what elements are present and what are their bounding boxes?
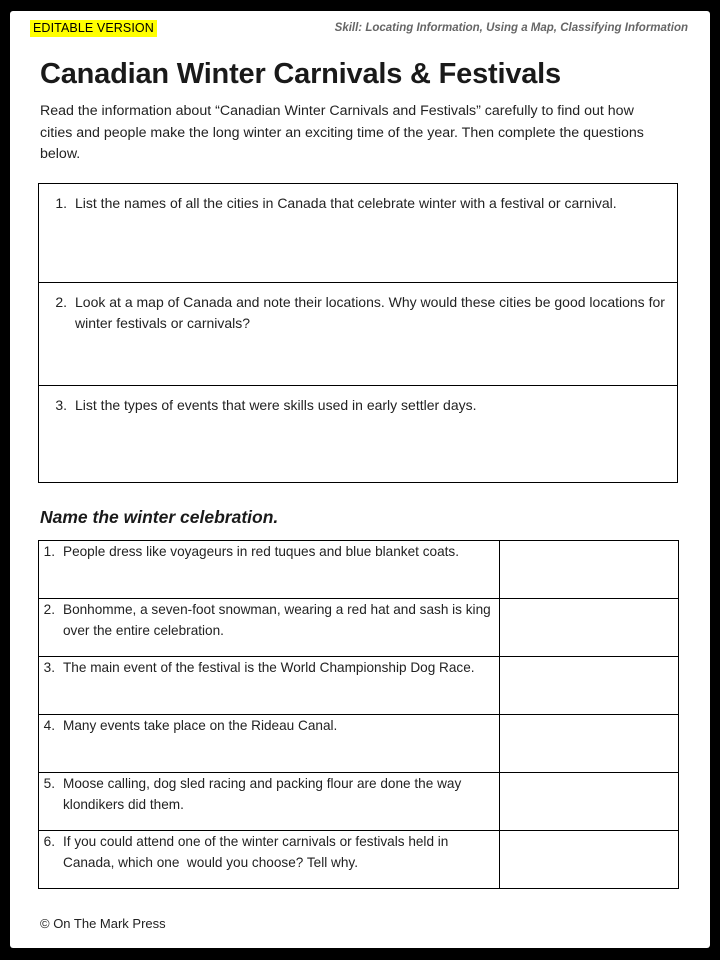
question-text: Look at a map of Canada and note their locations. Why would these cities be good locations for winter festivals or carnivals? bbox=[75, 293, 665, 331]
table-row bbox=[39, 830, 679, 888]
question-number: 1. bbox=[55, 194, 67, 211]
question-text: List the types of events that were skills used in early settler days. bbox=[75, 396, 477, 413]
row-prompt-text: Bonhomme, a seven-foot snowman, wearing a red hat and sash is king over the entire celebration. bbox=[63, 601, 495, 638]
row-number: 6. bbox=[43, 833, 55, 849]
prompt-cell bbox=[39, 714, 500, 772]
table-row bbox=[39, 598, 679, 656]
row-number: 4. bbox=[43, 717, 55, 733]
row-number: 3. bbox=[43, 659, 55, 675]
table-row bbox=[39, 772, 679, 830]
row-prompt-text: Moose calling, dog sled racing and packing flour are done the way klondikers did them. bbox=[63, 775, 466, 812]
answer-cell[interactable] bbox=[500, 772, 679, 830]
row-prompt-text: The main event of the festival is the World Championship Dog Race. bbox=[63, 659, 475, 675]
question-number: 3. bbox=[55, 396, 67, 413]
copyright-footer: © On The Mark Press bbox=[40, 915, 166, 931]
answer-cell[interactable] bbox=[500, 540, 679, 598]
row-number: 5. bbox=[43, 775, 55, 791]
prompt-cell bbox=[39, 540, 500, 598]
table-row bbox=[39, 540, 679, 598]
answer-cell[interactable] bbox=[500, 830, 679, 888]
worksheet-sheet bbox=[10, 11, 710, 948]
question-number: 2. bbox=[55, 293, 67, 310]
celebration-answer-table bbox=[38, 540, 679, 889]
answer-cell[interactable] bbox=[500, 714, 679, 772]
page-title: Canadian Winter Carnivals & Festivals bbox=[40, 58, 561, 90]
answer-cell[interactable] bbox=[500, 598, 679, 656]
row-number: 1. bbox=[43, 543, 55, 559]
worksheet-header bbox=[30, 20, 690, 42]
prompt-cell bbox=[39, 772, 500, 830]
question-box-group bbox=[38, 183, 678, 483]
row-prompt-text: If you could attend one of the winter carnivals or festivals held in Canada, which one would you choose? Tell why. bbox=[63, 833, 453, 870]
row-number: 2. bbox=[43, 601, 55, 617]
question-box-2[interactable] bbox=[39, 283, 677, 386]
prompt-cell bbox=[39, 598, 500, 656]
prompt-cell bbox=[39, 656, 500, 714]
row-prompt-text: People dress like voyageurs in red tuques and blue blanket coats. bbox=[63, 543, 459, 559]
question-text: List the names of all the cities in Canada that celebrate winter with a festival or carnival. bbox=[75, 194, 617, 211]
table-row bbox=[39, 656, 679, 714]
prompt-cell bbox=[39, 830, 500, 888]
row-prompt-text: Many events take place on the Rideau Canal. bbox=[63, 717, 338, 733]
section-heading: Name the winter celebration. bbox=[40, 506, 279, 527]
editable-version-badge: EDITABLE VERSION bbox=[30, 20, 157, 37]
table-row bbox=[39, 714, 679, 772]
question-box-3[interactable] bbox=[39, 386, 677, 482]
intro-paragraph: Read the information about “Canadian Winter Carnivals and Festivals” carefully to find out how cities and people make the long winter an exciting time of the year. Then complete the questions below. bbox=[40, 103, 644, 162]
skill-line: Skill: Locating Information, Using a Map, Classifying Information bbox=[334, 22, 688, 34]
answer-cell[interactable] bbox=[500, 656, 679, 714]
question-box-1[interactable] bbox=[39, 184, 677, 283]
